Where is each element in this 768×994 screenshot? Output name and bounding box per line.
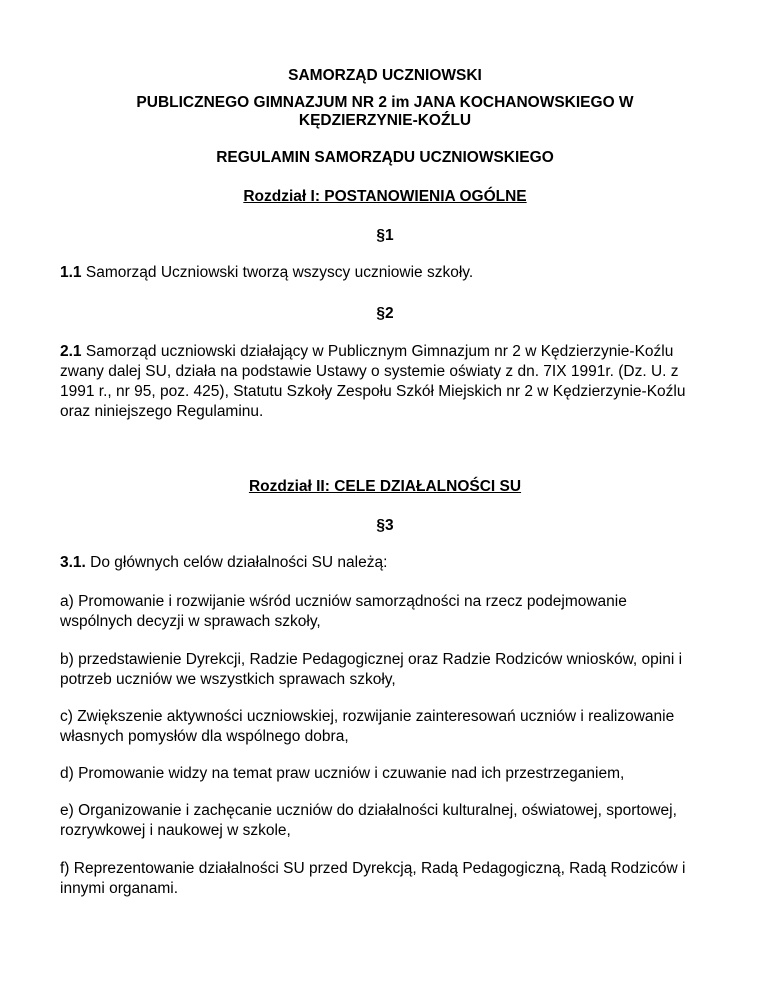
list-item-f: f) Reprezentowanie działalności SU przed Dyrekcją, Radą Pedagogiczną, Radą Rodziców i innymi organami. (60, 860, 686, 897)
paragraph-3-1-number: 3.1. (60, 554, 86, 571)
list-item-d: d) Promowanie widzy na temat praw uczniów i czuwanie nad ich przestrzeganiem, (60, 765, 625, 782)
chapter-1-heading-wrap (60, 187, 710, 206)
document-subtitle: REGULAMIN SAMORZĄDU UCZNIOWSKIEGO (216, 149, 554, 166)
paragraph-1-1-number: 1.1 (60, 264, 82, 281)
list-item-b: b) przedstawienie Dyrekcji, Radzie Pedagogicznej oraz Radzie Rodziców wniosków, opini i potrzeb uczniów we wszystkich sprawach szkoły, (60, 651, 683, 688)
chapter-2-title: Rozdział II: CELE DZIAŁALNOŚCI SU (248, 478, 522, 495)
paragraph-3-1 (60, 553, 710, 573)
paragraph-1-1-text: Samorząd Uczniowski tworzą wszyscy uczniowie szkoły. (81, 264, 474, 281)
section-2-symbol: §2 (376, 305, 394, 322)
header-line-1: SAMORZĄD UCZNIOWSKI (288, 67, 482, 84)
section-1-symbol: §1 (376, 227, 394, 244)
header-line-3: KĘDZIERZYNIE-KOŹLU (298, 112, 472, 129)
header-line-2: PUBLICZNEGO GIMNAZJUM NR 2 im JANA KOCHANOWSKIEGO W (136, 94, 634, 111)
paragraph-2-1 (60, 342, 700, 422)
paragraph-1-1 (60, 263, 710, 283)
paragraph-2-1-number: 2.1 (60, 343, 82, 360)
list-item-a: a) Promowanie i rozwijanie wśród uczniów samorządności na rzecz podejmowanie wspólnych decyzji w sprawach szkoły, (60, 593, 627, 630)
list-item-e: e) Organizowanie i zachęcanie uczniów do działalności kulturalnej, oświatowej, sportowej, rozrywkowej i naukowej w szkole, (60, 802, 677, 839)
chapter-1-title: Rozdział I: POSTANOWIENIA OGÓLNE (243, 188, 527, 205)
chapter-2-heading-wrap (60, 477, 710, 496)
paragraph-2-1-text: Samorząd uczniowski działający w Publicznym Gimnazjum nr 2 w Kędzierzynie-Koźlu zwany dalej SU, działa na podstawie Ustawy o systemie oświaty z dn. 7IX 1991r. (Dz. U. z 1991 r., nr 95, poz. 425), Statutu Szkoły Zespołu Szkół Miejskich nr 2 w Kędzierzynie-Koźlu oraz niniejszego Regulaminu. (60, 343, 686, 420)
section-3-symbol: §3 (376, 517, 394, 534)
list-item-c: c) Zwiększenie aktywności uczniowskiej, rozwijanie zainteresowań uczniów i realizowanie własnych pomysłów dla wspólnego dobra, (60, 708, 675, 745)
paragraph-3-1-text: Do głównych celów działalności SU należą: (85, 554, 388, 571)
